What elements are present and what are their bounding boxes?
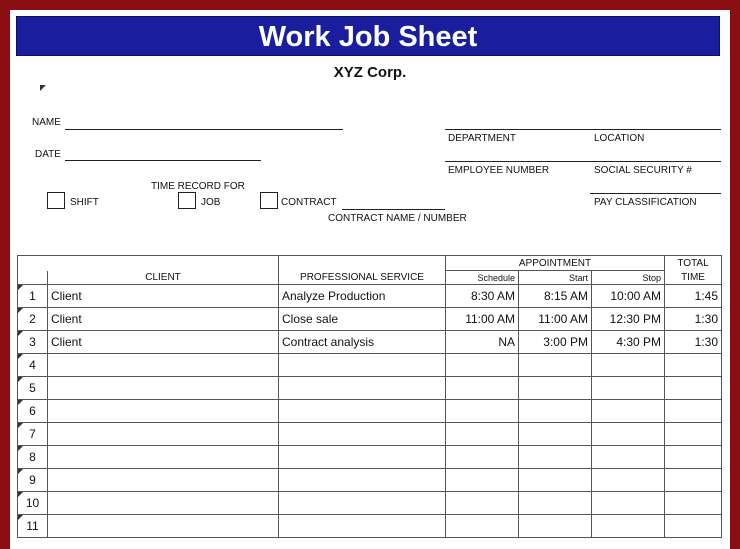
contract-label: CONTRACT bbox=[281, 197, 337, 208]
table-row bbox=[18, 469, 722, 492]
employee-ssn-line[interactable] bbox=[445, 161, 721, 162]
schedule-cell[interactable] bbox=[446, 400, 519, 423]
table-row bbox=[18, 354, 722, 377]
table-row bbox=[18, 423, 722, 446]
schedule-cell[interactable] bbox=[446, 515, 519, 538]
service-cell[interactable] bbox=[279, 377, 446, 400]
total-time-cell[interactable] bbox=[665, 469, 722, 492]
sheet-title: Work Job Sheet bbox=[16, 16, 720, 56]
total-time-cell[interactable] bbox=[665, 515, 722, 538]
row-number-cell: 8 bbox=[18, 446, 48, 469]
schedule-cell[interactable] bbox=[446, 492, 519, 515]
time-header: TIME bbox=[665, 271, 722, 285]
row-number-cell: 2 bbox=[18, 308, 48, 331]
table-row bbox=[18, 515, 722, 538]
service-cell[interactable] bbox=[279, 446, 446, 469]
shift-checkbox[interactable] bbox=[47, 192, 65, 209]
time-record-label: TIME RECORD FOR bbox=[151, 181, 245, 192]
service-cell[interactable]: Close sale bbox=[279, 308, 446, 331]
schedule-cell[interactable]: 11:00 AM bbox=[446, 308, 519, 331]
schedule-cell[interactable]: 8:30 AM bbox=[446, 285, 519, 308]
service-cell[interactable] bbox=[279, 400, 446, 423]
pay-classification-line[interactable] bbox=[590, 193, 721, 194]
service-header: PROFESSIONAL SERVICE bbox=[279, 271, 446, 285]
schedule-cell[interactable] bbox=[446, 469, 519, 492]
total-time-cell[interactable] bbox=[665, 423, 722, 446]
client-cell[interactable]: Client bbox=[48, 285, 279, 308]
total-header: TOTAL bbox=[665, 256, 722, 271]
job-table bbox=[17, 255, 722, 538]
table-row bbox=[18, 492, 722, 515]
stop-cell[interactable] bbox=[592, 423, 665, 446]
total-time-cell[interactable] bbox=[665, 492, 722, 515]
client-cell[interactable] bbox=[48, 469, 279, 492]
stop-cell[interactable] bbox=[592, 492, 665, 515]
service-cell[interactable]: Contract analysis bbox=[279, 331, 446, 354]
department-label: DEPARTMENT bbox=[448, 133, 516, 144]
start-cell[interactable] bbox=[519, 515, 592, 538]
stop-cell[interactable]: 10:00 AM bbox=[592, 285, 665, 308]
date-field[interactable] bbox=[65, 160, 261, 161]
service-cell[interactable] bbox=[279, 423, 446, 446]
client-cell[interactable] bbox=[48, 354, 279, 377]
start-cell[interactable] bbox=[519, 400, 592, 423]
schedule-cell[interactable] bbox=[446, 354, 519, 377]
contract-name-label: CONTRACT NAME / NUMBER bbox=[328, 213, 467, 224]
service-cell[interactable] bbox=[279, 354, 446, 377]
start-cell[interactable] bbox=[519, 354, 592, 377]
start-cell[interactable] bbox=[519, 446, 592, 469]
stop-cell[interactable] bbox=[592, 400, 665, 423]
row-number-cell: 11 bbox=[18, 515, 48, 538]
total-time-cell[interactable] bbox=[665, 446, 722, 469]
stop-header: Stop bbox=[592, 271, 665, 285]
total-time-cell[interactable]: 1:30 bbox=[665, 308, 722, 331]
row-number-cell: 1 bbox=[18, 285, 48, 308]
client-cell[interactable] bbox=[48, 515, 279, 538]
stop-cell[interactable]: 12:30 PM bbox=[592, 308, 665, 331]
service-cell[interactable] bbox=[279, 469, 446, 492]
table-row bbox=[18, 285, 722, 308]
client-cell[interactable] bbox=[48, 423, 279, 446]
stop-cell[interactable] bbox=[592, 446, 665, 469]
table-row bbox=[18, 400, 722, 423]
company-name: XYZ Corp. bbox=[333, 64, 407, 81]
row-number-cell: 4 bbox=[18, 354, 48, 377]
start-cell[interactable] bbox=[519, 469, 592, 492]
stop-cell[interactable] bbox=[592, 469, 665, 492]
employee-number-label: EMPLOYEE NUMBER bbox=[448, 165, 550, 176]
table-row bbox=[18, 446, 722, 469]
start-header: Start bbox=[519, 271, 592, 285]
row-number-cell: 5 bbox=[18, 377, 48, 400]
start-cell[interactable]: 3:00 PM bbox=[519, 331, 592, 354]
client-cell[interactable]: Client bbox=[48, 308, 279, 331]
schedule-cell[interactable] bbox=[446, 377, 519, 400]
service-cell[interactable] bbox=[279, 492, 446, 515]
stop-cell[interactable] bbox=[592, 515, 665, 538]
work-job-sheet bbox=[10, 10, 730, 549]
client-cell[interactable] bbox=[48, 446, 279, 469]
date-label: DATE bbox=[35, 149, 61, 160]
stop-cell[interactable]: 4:30 PM bbox=[592, 331, 665, 354]
job-label: JOB bbox=[201, 197, 221, 208]
client-cell[interactable] bbox=[48, 492, 279, 515]
client-header: CLIENT bbox=[48, 271, 279, 285]
row-number-cell: 6 bbox=[18, 400, 48, 423]
client-cell[interactable] bbox=[48, 377, 279, 400]
start-cell[interactable]: 8:15 AM bbox=[519, 285, 592, 308]
total-time-cell[interactable] bbox=[665, 400, 722, 423]
start-cell[interactable] bbox=[519, 377, 592, 400]
client-cell[interactable]: Client bbox=[48, 331, 279, 354]
row-number-cell: 7 bbox=[18, 423, 48, 446]
start-cell[interactable]: 11:00 AM bbox=[519, 308, 592, 331]
name-label: NAME bbox=[32, 117, 61, 128]
row-number-cell: 10 bbox=[18, 492, 48, 515]
client-cell[interactable] bbox=[48, 400, 279, 423]
service-cell[interactable]: Analyze Production bbox=[279, 285, 446, 308]
row-number-cell: 9 bbox=[18, 469, 48, 492]
schedule-header: Schedule bbox=[446, 271, 519, 285]
appointment-header: APPOINTMENT bbox=[446, 256, 665, 271]
location-label: LOCATION bbox=[594, 133, 645, 144]
schedule-cell[interactable]: NA bbox=[446, 331, 519, 354]
contract-checkbox[interactable] bbox=[260, 192, 278, 209]
start-cell[interactable] bbox=[519, 492, 592, 515]
schedule-cell[interactable] bbox=[446, 423, 519, 446]
stop-cell[interactable] bbox=[592, 354, 665, 377]
service-cell[interactable] bbox=[279, 515, 446, 538]
total-time-cell[interactable]: 1:45 bbox=[665, 285, 722, 308]
department-location-line[interactable] bbox=[445, 129, 721, 130]
total-time-cell[interactable] bbox=[665, 354, 722, 377]
row-number-cell: 3 bbox=[18, 331, 48, 354]
table-row bbox=[18, 308, 722, 331]
start-cell[interactable] bbox=[519, 423, 592, 446]
table-row bbox=[18, 377, 722, 400]
total-time-cell[interactable] bbox=[665, 377, 722, 400]
name-field[interactable] bbox=[65, 129, 343, 130]
stop-cell[interactable] bbox=[592, 377, 665, 400]
table-row bbox=[18, 331, 722, 354]
shift-label: SHIFT bbox=[70, 197, 99, 208]
contract-name-field[interactable] bbox=[342, 209, 445, 210]
cell-marker-icon bbox=[40, 85, 46, 91]
job-checkbox[interactable] bbox=[178, 192, 196, 209]
total-time-cell[interactable]: 1:30 bbox=[665, 331, 722, 354]
schedule-cell[interactable] bbox=[446, 446, 519, 469]
social-security-label: SOCIAL SECURITY # bbox=[594, 165, 692, 176]
pay-classification-label: PAY CLASSIFICATION bbox=[594, 197, 697, 208]
